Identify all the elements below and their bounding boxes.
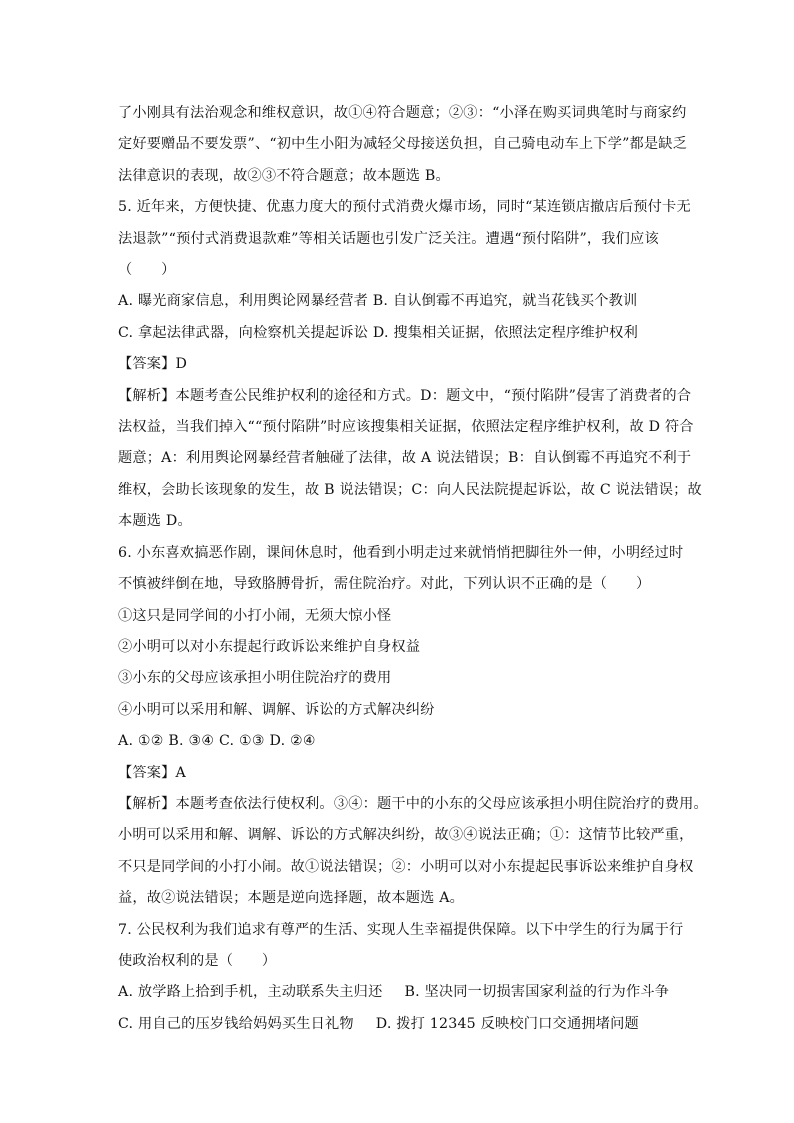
question-6-statement: ①这只是同学间的小打小闹，无须大惊小怪 (118, 607, 392, 624)
question-6-line: 6. 小东喜欢搞恶作剧，课间休息时，他看到小明走过来就悄悄把脚往外一伸，小明经过时 (118, 544, 684, 561)
answer-5: 【答案】D (118, 356, 188, 373)
question-5-options: A. 曝光商家信息，利用舆论网暴经营者 B. 自认倒霉不再追究，就当花钱买个教训 (118, 293, 638, 310)
analysis-6-line: 益，故②说法错误；本题是逆向选择题，故本题选 A。 (118, 890, 465, 907)
question-6-line: 不慎被绊倒在地，导致胳膊骨折，需住院治疗。对此，下列认识不正确的是（ ） (118, 576, 651, 593)
analysis-6-line: 【解析】本题考查依法行使权利。③④：题干中的小东的父母应该承担小明住院治疗的费用。 (118, 795, 708, 812)
text-line: 法律意识的表现，故②③不符合题意；故本题选 B。 (118, 167, 450, 184)
question-7-line: 使政治权利的是（ ） (118, 952, 277, 969)
question-6-statement: ③小东的父母应该承担小明住院治疗的费用 (118, 670, 392, 687)
question-5-line: 法退款”“预付式消费退款难”等相关话题也引发广泛关注。遭遇“预付陷阱”，我们应该 (118, 230, 659, 247)
question-5-bracket: （ ） (118, 262, 176, 279)
option-d: D. 拨打 12345 反映校门口交通拥堵问题 (375, 1015, 639, 1032)
analysis-6-line: 小明可以采用和解、调解、诉讼的方式解决纠纷，故③④说法正确；①：这情节比较严重， (118, 827, 694, 844)
answer-6: 【答案】A (118, 764, 186, 781)
question-6-statement: ④小明可以采用和解、调解、诉讼的方式解决纠纷 (118, 701, 435, 718)
question-6-options: A. ①② B. ③④ C. ①③ D. ②④ (118, 733, 316, 750)
question-5-line: 5. 近年来，方便快捷、优惠力度大的预付式消费火爆市场，同时“某连锁店撤店后预付卡无 (118, 199, 691, 216)
text-line: 定好要赠品不要发票”、“初中生小阳为减轻父母接送负担，自己骑电动车上下学”都是缺乏 (118, 136, 688, 153)
option-c: C. 用自己的压岁钱给妈妈买生日礼物 (118, 1015, 354, 1032)
question-5-options: C. 拿起法律武器，向检察机关提起诉讼 D. 搜集相关证据，依照法定程序维护权利 (118, 324, 638, 341)
text-line: 了小刚具有法治观念和维权意识，故①④符合题意；②③：“小泽在购买词典笔时与商家约 (118, 105, 687, 121)
analysis-5-line: 法权益，当我们掉入““预付陷阱”时应该搜集相关证据，依照法定程序维护权利，故 D 符合 (118, 419, 694, 436)
analysis-5-line: 本题选 D。 (118, 513, 192, 530)
question-7-options-row-2 (118, 1009, 684, 1040)
analysis-5-line: 题意；A：利用舆论网暴经营者触碰了法律，故 A 说法错误；B：自认倒霉不再追究不利于 (118, 450, 692, 467)
question-6-statement: ②小明可以对小东提起行政诉讼来维护自身权益 (118, 638, 421, 655)
analysis-5-line: 【解析】本题考查公民维护权利的途径和方式。D：题文中，“预付陷阱”侵害了消费者的合 (118, 387, 692, 404)
analysis-6-line: 不只是同学间的小打小闹。故①说法错误；②：小明可以对小东提起民事诉讼来维护自身权 (118, 858, 694, 875)
analysis-5-line: 维权，会助长该现象的发生，故 B 说法错误；C：向人民法院提起诉讼，故 C 说法错误；故 (118, 481, 702, 498)
option-a: A. 放学路上拾到手机，主动联系失主归还 (118, 984, 383, 1001)
question-7-line: 7. 公民权利为我们追求有尊严的生活、实现人生幸福提供保障。以下中学生的行为属于行 (118, 921, 684, 938)
question-7-options-row-1 (118, 977, 684, 1008)
option-b: B. 坚决同一切损害国家利益的行为作斗争 (404, 984, 670, 1001)
